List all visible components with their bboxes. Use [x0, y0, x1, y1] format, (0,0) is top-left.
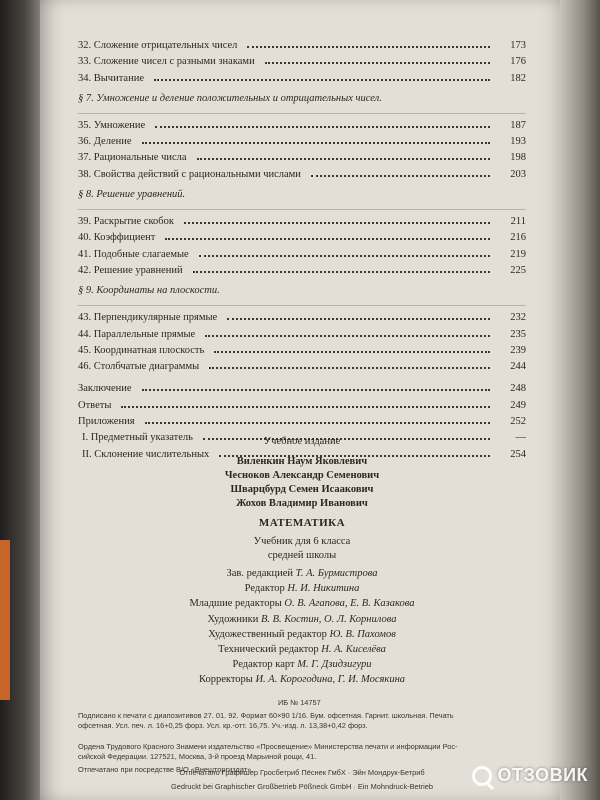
- toc-group-2: [78, 120, 526, 185]
- section-heading-8: § 8. Решение уравнений.: [78, 189, 526, 210]
- book-cover-edge: [0, 540, 10, 700]
- edition-label: Учебное издание: [263, 436, 341, 447]
- dot-leader: [214, 351, 490, 353]
- toc-row: Ответы 249: [78, 399, 526, 411]
- imprint-block: [78, 435, 526, 563]
- page-number: 235: [510, 328, 526, 340]
- magnifier-icon: [472, 766, 492, 786]
- printer-line: Gedruckt bei Graphischer Großbetrieb Pößneck GmbH · Ein Mohndruck-Betrieb: [170, 782, 434, 791]
- toc-row: 41. Подобные слагаемые 219: [78, 248, 526, 260]
- page-number: 198: [510, 152, 526, 164]
- page-number: 182: [510, 72, 526, 84]
- credit-line: Технический редактор Н. А. Киселёва: [218, 644, 386, 656]
- printer-line: Отпечатано Графишер Гросбетриб Пёснек ГмбХ · Эйн Мондрук-Бетриб: [179, 768, 425, 777]
- credit-line: Младшие редакторы О. В. Агапова, Е. В. Казакова: [189, 598, 415, 610]
- toc-row: 40. Коэффициент 216: [78, 232, 526, 244]
- page-number: 249: [510, 399, 526, 411]
- book-title: МАТЕМАТИКА: [258, 517, 346, 529]
- dot-leader: [311, 175, 490, 177]
- author-name: Жохов Владимир Иванович: [236, 498, 368, 509]
- dot-leader: [154, 79, 490, 81]
- page-number: 225: [510, 264, 526, 276]
- dot-leader: [209, 367, 490, 369]
- author-name: Шварцбурд Семен Исаакович: [230, 484, 374, 495]
- toc-row: 37. Рациональные числа 198: [78, 152, 526, 164]
- dot-leader: [145, 422, 490, 424]
- author-name: Чесноков Александр Семенович: [224, 470, 380, 481]
- page-number: 252: [510, 416, 526, 428]
- dot-leader: [227, 318, 490, 320]
- toc-group-1: [78, 40, 526, 89]
- page-number: —: [515, 432, 526, 444]
- toc-row: 32. Сложение отрицательных чисел 173: [78, 40, 526, 51]
- watermark-text: ОТЗОВИК: [497, 765, 588, 785]
- page-number: 176: [510, 56, 526, 68]
- toc-row: 34. Вычитание 182: [78, 72, 526, 84]
- toc-row: I. Предметный указатель —: [82, 432, 526, 444]
- toc-group-4: [78, 312, 526, 377]
- page-number: 193: [510, 136, 526, 148]
- page-number: 211: [510, 216, 526, 228]
- page-number: 216: [510, 232, 526, 244]
- ib-number: ИБ № 14757: [278, 698, 321, 707]
- dot-leader: [247, 46, 490, 48]
- toc-row: 42. Решение уравнений 225: [78, 264, 526, 276]
- dot-leader: [142, 142, 491, 144]
- dot-leader: [265, 62, 490, 64]
- toc-row: 43. Перпендикулярные прямые 232: [78, 312, 526, 324]
- book-subtitle: средней школы: [267, 550, 337, 561]
- page-number: 203: [510, 168, 526, 180]
- page-number: 232: [510, 312, 526, 324]
- page-number: 219: [510, 248, 526, 260]
- credit-line: Художественный редактор Ю. В. Пахомов: [208, 628, 396, 640]
- dot-leader: [205, 335, 490, 337]
- dot-leader: [155, 126, 490, 128]
- toc-row: Приложения 252: [78, 416, 526, 428]
- dot-leader: [197, 158, 490, 160]
- page-number: 254: [510, 448, 526, 460]
- page-number: 239: [510, 344, 526, 356]
- credit-line: Корректоры И. А. Корогодина, Г. И. Мосякина: [198, 674, 406, 686]
- credit-line: Художники В. В. Костин, О. Л. Корнилова: [207, 613, 397, 625]
- dot-leader: [165, 238, 490, 240]
- page-number: 173: [510, 40, 526, 51]
- publisher-details: Ордена Трудового Красного Знамени издательство «Просвещение» Министерства печати и информации Рос- сийской Федерации. 127521, Москва, 3-й проезд Марьиной рощи, 41. Отпечатано при посредстве В/О «Внешторгиздат».: [78, 742, 458, 774]
- editorial-credits: [78, 566, 526, 688]
- toc-row: II. Склонение числительных 254: [82, 448, 526, 460]
- dot-leader: [184, 222, 490, 224]
- page-number: 187: [510, 119, 526, 131]
- table-of-contents: [78, 40, 526, 465]
- section-heading-7: § 7. Умножение и деление положительных и отрицательных чисел.: [78, 93, 526, 114]
- toc-row: 35. Умножение 187: [78, 119, 526, 131]
- credit-line: Редактор Н. И. Никитина: [244, 583, 360, 595]
- toc-row: 36. Деление 193: [78, 136, 526, 148]
- credit-line: Зав. редакцией Т. А. Бурмистрова: [226, 568, 378, 579]
- section-heading-9: § 9. Координаты на плоскости.: [78, 285, 526, 306]
- dot-leader: [142, 389, 490, 391]
- book-subtitle: Учебник для 6 класса: [253, 536, 351, 547]
- toc-row: 46. Столбчатые диаграммы 244: [78, 361, 526, 373]
- toc-row: 45. Координатная плоскость 239: [78, 344, 526, 356]
- dot-leader: [121, 406, 490, 408]
- page-number: 244: [510, 361, 526, 373]
- credit-line: Редактор карт М. Г. Дзидзигури: [232, 659, 372, 671]
- print-details: Подписано к печати с диапозитивов 27. 01. 92. Формат 60×90 1/16. Бум. офсетная. Гарнит. школьная. Печать офсетная. Усл. печ. л. 16+0,25 форз. Усл. кр.-отт. 16,75. Уч.-изд. л. 13,38+0,42 форз.: [78, 711, 454, 730]
- page-number: 248: [510, 383, 526, 395]
- site-watermark: [472, 765, 588, 786]
- dot-leader: [199, 255, 490, 257]
- toc-row: 39. Раскрытие скобок 211: [78, 216, 526, 228]
- toc-row: Заключение 248: [78, 383, 526, 395]
- page-edge-right: [560, 0, 600, 800]
- dot-leader: [193, 271, 490, 273]
- toc-row: 33. Сложение чисел с разными знаками 176: [78, 56, 526, 68]
- author-name: Виленкин Наум Яковлевич: [236, 456, 368, 467]
- toc-row: 38. Свойства действий с рациональными числами 203: [78, 168, 526, 180]
- toc-row: 44. Параллельные прямые 235: [78, 328, 526, 340]
- toc-group-3: [78, 216, 526, 281]
